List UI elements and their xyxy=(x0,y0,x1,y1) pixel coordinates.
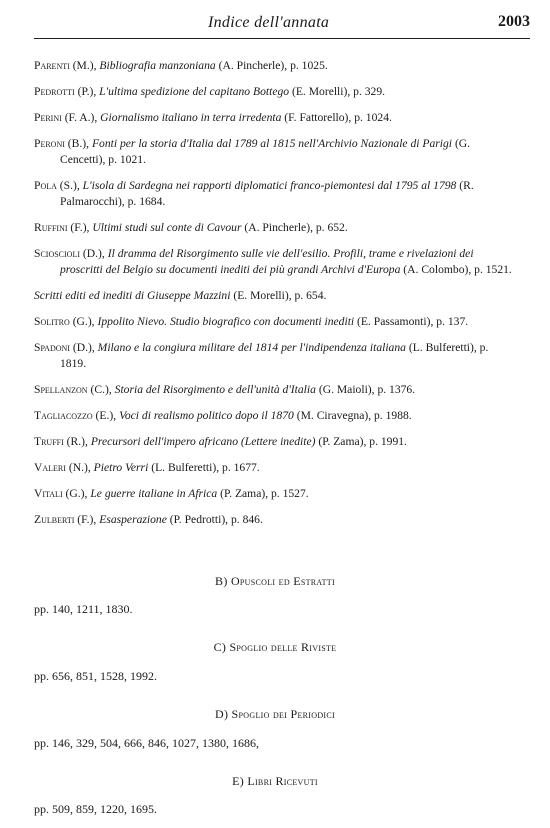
bibliography-entry xyxy=(34,460,512,476)
section-heading-periodici: D) Spoglio dei Periodici xyxy=(215,707,335,721)
entry-reviewer: (A. Pincherle), p. 1025. xyxy=(218,59,328,72)
entry-author: Pedrotti xyxy=(34,85,75,98)
bibliography-entry xyxy=(34,486,512,502)
entry-title: Storia del Risorgimento e dell'unità d'Italia xyxy=(114,383,316,396)
entry-title: Voci di realismo politico dopo il 1870 xyxy=(119,409,294,422)
entry-author: Scioscioli xyxy=(34,247,81,260)
entry-initials: (N.), xyxy=(68,461,91,474)
entry-initials: (E.), xyxy=(95,409,117,422)
section-heading-libri: E) Libri Ricevuti xyxy=(232,774,318,788)
entry-initials: (F. A.), xyxy=(64,111,98,124)
entry-initials: (D.), xyxy=(82,247,105,260)
bibliography-entry xyxy=(34,84,512,100)
entry-reviewer: (R. Palmarocchi), p. 1684. xyxy=(60,179,474,208)
section-heading-riviste: C) Spoglio delle Riviste xyxy=(213,640,337,654)
entry-reviewer: (P. Pedrotti), p. 846. xyxy=(169,513,263,526)
entry-title: Precursori dell'impero africano (Lettere inedite) xyxy=(90,435,316,448)
entry-reviewer: (G. Maioli), p. 1376. xyxy=(318,383,416,396)
entry-title: Il dramma del Risorgimento sulle vie dell'esilio. Profili, trame e rivelazioni dei proscritti del Belgio su documenti inediti dei più grandi Archivi d'Europa xyxy=(60,247,474,276)
page-number: 2003 xyxy=(498,13,530,30)
section-pages-periodici: pp. 146, 329, 504, 666, 846, 1027, 1380, 1686, xyxy=(34,736,259,750)
entry-author: Peroni xyxy=(34,137,65,150)
entry-author: Parenti xyxy=(34,59,70,72)
entry-initials: (C.), xyxy=(90,383,112,396)
entry-initials: (S.), xyxy=(59,179,80,192)
entry-initials: (G.), xyxy=(72,315,95,328)
entry-title: Milano e la congiura militare del 1814 per l'indipendenza italiana xyxy=(97,341,406,354)
bibliography-list xyxy=(34,58,512,538)
entry-title: L'ultima spedizione del capitano Bottego xyxy=(99,85,290,98)
entry-author: Spellanzon xyxy=(34,383,88,396)
bibliography-entry xyxy=(34,512,512,528)
entry-title: Ippolito Nievo. Studio biografico con documenti inediti xyxy=(97,315,355,328)
header-title: Indice dell'annata xyxy=(208,14,330,31)
bibliography-entry xyxy=(34,136,512,168)
entry-title: Fonti per la storia d'Italia dal 1789 al 1815 nell'Archivio Nazionale di Parigi xyxy=(91,137,453,150)
bibliography-entry xyxy=(34,314,512,330)
bibliography-entry xyxy=(34,408,512,424)
entry-reviewer: (P. Zama), p. 1527. xyxy=(220,487,309,500)
entry-author: Truffi xyxy=(34,435,64,448)
entry-initials: (R.), xyxy=(66,435,88,448)
entry-title: Esasperazione xyxy=(99,513,167,526)
section-heading-opuscoli: B) Opuscoli ed Estratti xyxy=(215,574,335,588)
bibliography-entry xyxy=(34,246,512,278)
entry-title: L'isola di Sardegna nei rapporti diplomatici franco-piemontesi dal 1795 al 1798 xyxy=(82,179,457,192)
entry-author: Spadoni xyxy=(34,341,70,354)
entry-reviewer: (G. Cencetti), p. 1021. xyxy=(60,137,471,166)
entry-author: Zulberti xyxy=(34,513,75,526)
entry-title: Bibliografia manzoniana xyxy=(99,59,216,72)
entry-title: Ultimi studi sul conte di Cavour xyxy=(92,221,242,234)
entry-author: Solitro xyxy=(34,315,70,328)
entry-title: Giornalismo italiano in terra irredenta xyxy=(100,111,282,124)
entry-title: Pietro Verri xyxy=(93,461,149,474)
entry-reviewer: (E. Morelli), p. 654. xyxy=(233,289,327,302)
entry-reviewer: (L. Bulferetti), p. 1677. xyxy=(151,461,260,474)
bibliography-entry xyxy=(34,220,512,236)
entry-initials: (B.), xyxy=(67,137,90,150)
entry-initials: (D.), xyxy=(72,341,95,354)
entry-author: Pola xyxy=(34,179,57,192)
entry-reviewer: (A. Pincherle), p. 652. xyxy=(244,221,348,234)
entry-author: Perini xyxy=(34,111,62,124)
entry-initials: (M.), xyxy=(72,59,97,72)
bibliography-entry xyxy=(34,58,512,74)
entry-reviewer: (M. Ciravegna), p. 1988. xyxy=(296,409,412,422)
entry-author: Tagliacozzo xyxy=(34,409,93,422)
bibliography-entry xyxy=(34,110,512,126)
entry-reviewer: (L. Bulferetti), p. 1819. xyxy=(60,341,489,370)
entry-initials: (F.), xyxy=(70,221,90,234)
bibliography-entry xyxy=(34,340,512,372)
entry-initials: (G.), xyxy=(65,487,88,500)
running-header xyxy=(34,12,530,39)
section-pages-libri: pp. 509, 859, 1220, 1695. xyxy=(34,802,157,816)
entry-initials: (F.), xyxy=(77,513,97,526)
entry-author: Ruffini xyxy=(34,221,68,234)
entry-title: Scritti editi ed inediti di Giuseppe Mazzini xyxy=(34,289,231,302)
entry-reviewer: (E. Morelli), p. 329. xyxy=(291,85,386,98)
entry-title: Le guerre italiane in Africa xyxy=(90,487,218,500)
entry-author: Valeri xyxy=(34,461,66,474)
bibliography-entry xyxy=(34,434,512,450)
bibliography-entry xyxy=(34,382,512,398)
entry-reviewer: (P. Zama), p. 1991. xyxy=(318,435,407,448)
section-pages-opuscoli: pp. 140, 1211, 1830. xyxy=(34,602,133,616)
bibliography-entry xyxy=(34,288,512,304)
entry-reviewer: (A. Colombo), p. 1521. xyxy=(403,263,512,276)
section-pages-riviste: pp. 656, 851, 1528, 1992. xyxy=(34,669,157,683)
entry-initials: (P.), xyxy=(77,85,97,98)
bibliography-entry xyxy=(34,178,512,210)
entry-reviewer: (E. Passamonti), p. 137. xyxy=(357,315,469,328)
entry-reviewer: (F. Fattorello), p. 1024. xyxy=(284,111,392,124)
entry-author: Vitali xyxy=(34,487,63,500)
